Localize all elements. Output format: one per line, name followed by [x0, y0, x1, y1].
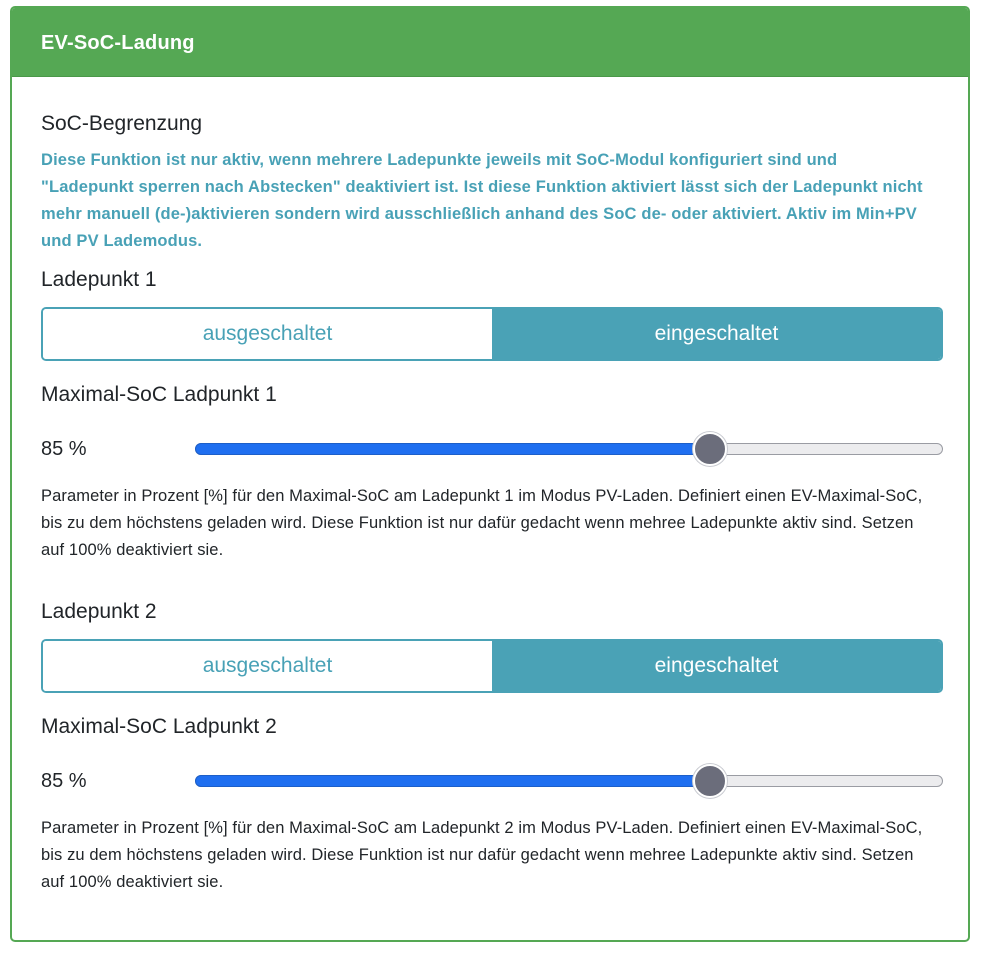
- max-soc-1-slider-fill: [195, 443, 710, 455]
- max-soc-2-help: Parameter in Prozent [%] für den Maximal-SoC am Ladepunkt 2 im Modus PV-Laden. Definiert einen EV-Maximal-SoC, bis zu dem höchstens geladen wird. Diese Funktion ist nur dafür gedacht wenn mehree Ladepunkte aktiv sind. Setzen auf 100% deaktiviert sie.: [41, 819, 923, 891]
- max-soc-2-value: 85 %: [41, 770, 87, 792]
- chargepoint-2-toggle: [41, 639, 943, 693]
- max-soc-1-label: Maximal-SoC Ladpunkt 1: [41, 383, 277, 406]
- chargepoint-2-off-button[interactable]: ausgeschaltet: [43, 641, 492, 691]
- max-soc-1-help: Parameter in Prozent [%] für den Maximal-SoC am Ladepunkt 1 im Modus PV-Laden. Definiert einen EV-Maximal-SoC, bis zu dem höchstens geladen wird. Diese Funktion ist nur dafür gedacht wenn mehree Ladepunkte aktiv sind. Setzen auf 100% deaktiviert sie.: [41, 487, 923, 559]
- soc-limit-info: Diese Funktion ist nur aktiv, wenn mehrere Ladepunkte jeweils mit SoC-Modul konfiguriert sind und "Ladepunkt sperren nach Abstecken" deaktiviert ist. Ist diese Funktion aktiviert lässt sich der Ladepunkt nicht mehr manuell (de-)aktivieren sondern wird ausschließlich anhand des SoC de- oder aktiviert. Aktiv im Min+PV und PV Lademodus.: [41, 151, 923, 250]
- max-soc-2-slider-fill: [195, 775, 710, 787]
- max-soc-2-slider[interactable]: [195, 775, 943, 787]
- card-header: [12, 8, 968, 77]
- max-soc-2-slider-thumb[interactable]: [693, 764, 727, 798]
- chargepoint-1-label: Ladepunkt 1: [41, 268, 157, 291]
- max-soc-1-slider-thumb[interactable]: [693, 432, 727, 466]
- max-soc-1-slider[interactable]: [195, 443, 943, 455]
- chargepoint-1-toggle: [41, 307, 943, 361]
- card-title: EV-SoC-Ladung: [41, 32, 195, 54]
- chargepoint-1-off-button[interactable]: ausgeschaltet: [43, 309, 492, 359]
- max-soc-1-value: 85 %: [41, 438, 87, 460]
- chargepoint-2-label: Ladepunkt 2: [41, 600, 157, 623]
- max-soc-2-label: Maximal-SoC Ladpunkt 2: [41, 715, 277, 738]
- ev-soc-card: [10, 6, 970, 942]
- chargepoint-2-on-button[interactable]: eingeschaltet: [492, 641, 941, 691]
- soc-limit-title: SoC-Begrenzung: [41, 112, 203, 135]
- chargepoint-1-on-button[interactable]: eingeschaltet: [492, 309, 941, 359]
